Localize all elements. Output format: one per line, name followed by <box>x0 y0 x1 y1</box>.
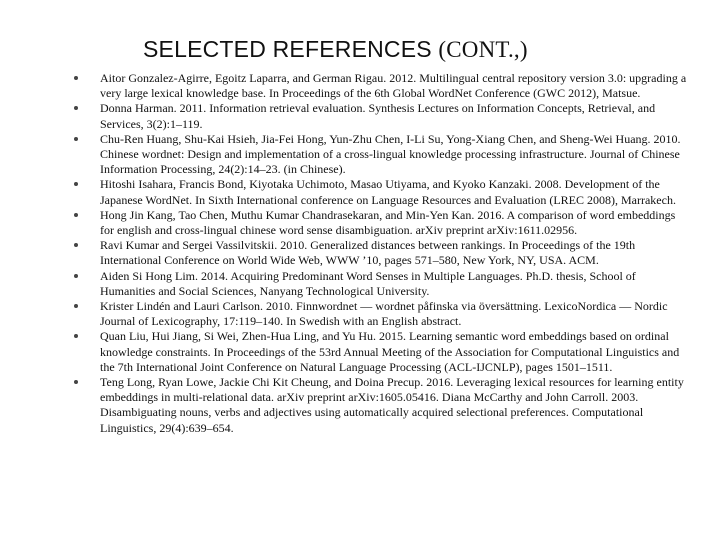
bullet-icon <box>74 213 78 217</box>
reference-text: Donna Harman. 2011. Information retrieval evaluation. Synthesis Lectures on Information Concepts, Retrieval, and Services, 3(2):1–119. <box>100 101 656 131</box>
reference-item <box>70 132 690 178</box>
reference-item <box>70 269 690 299</box>
reference-item <box>70 71 690 101</box>
bullet-icon <box>74 304 78 308</box>
reference-text: Quan Liu, Hui Jiang, Si Wei, Zhen-Hua Ling, and Yu Hu. 2015. Learning semantic word embeddings based on ordinal knowledge constraints. In Proceedings of the 53rd Annual Meeting of the Association for Computational Linguistics and the 7th International Joint Conference on Natural Language Processing (ACL-IJCNLP), pages 1501–1511. <box>100 329 680 374</box>
page-title <box>143 36 703 63</box>
reference-text: Krister Lindén and Lauri Carlson. 2010. Finnwordnet — wordnet påfinska via översättning. LexicoNordica — Nordic Journal of Lexicography, 17:119–140. In Swedish with an English abstract. <box>100 299 668 329</box>
bullet-icon <box>74 274 78 278</box>
reference-text: Hitoshi Isahara, Francis Bond, Kiyotaka Uchimoto, Masao Utiyama, and Kyoko Kanzaki. 2008. Development of the Japanese WordNet. In Sixth International conference on Language Resources and Evaluation (LREC 2008), Marrakech. <box>100 177 676 207</box>
reference-text: Aitor Gonzalez-Agirre, Egoitz Laparra, and German Rigau. 2012. Multilingual central repository version 3.0: upgrading a very large lexical knowledge base. In Proceedings of the 6th Global WordNet Conference (GWC 2012), Matsue. <box>100 71 687 101</box>
reference-item <box>70 101 690 131</box>
reference-item <box>70 329 690 375</box>
reference-item <box>70 177 690 207</box>
reference-text: Chu-Ren Huang, Shu-Kai Hsieh, Jia-Fei Hong, Yun-Zhu Chen, I-Li Su, Yong-Xiang Chen, and Sheng-Wei Huang. 2010. Chinese wordnet: Design and implementation of a cross-lingual knowledge processing infrastructure. Journal of Chinese Information Processing, 24(2):14–23. (in Chinese). <box>100 131 681 177</box>
title-suffix: (CONT.,) <box>438 37 528 62</box>
reference-item <box>70 208 690 238</box>
bullet-icon <box>74 76 78 80</box>
title-main: SELECTED REFERENCES <box>143 36 439 62</box>
reference-list <box>70 71 690 436</box>
bullet-icon <box>74 106 78 110</box>
reference-item <box>70 375 690 436</box>
reference-item <box>70 299 690 329</box>
reference-text: Aiden Si Hong Lim. 2014. Acquiring Predominant Word Senses in Multiple Languages. Ph.D. thesis, School of Humanities and Social Sciences, Nanyang Technological University. <box>100 268 636 298</box>
bullet-icon <box>74 380 78 384</box>
reference-text: Teng Long, Ryan Lowe, Jackie Chi Kit Cheung, and Doina Precup. 2016. Leveraging lexical resources for learning entity embeddings in multi-relational data. arXiv preprint arXiv:1605.05416. Diana McCarthy and John Carroll. 2003. Disambiguating nouns, verbs and adjectives using automatically acquired selectional preferences. Computational Linguistics, 29(4):639–654. <box>100 375 684 435</box>
bullet-icon <box>74 182 78 186</box>
reference-item <box>70 238 690 268</box>
reference-text: Ravi Kumar and Sergei Vassilvitskii. 2010. Generalized distances between rankings. In Proceedings of the 19th International Conference on World Wide Web, WWW ’10, pages 571–580, New York, NY, USA. ACM. <box>100 238 636 268</box>
bullet-icon <box>74 334 78 338</box>
reference-text: Hong Jin Kang, Tao Chen, Muthu Kumar Chandrasekaran, and Min-Yen Kan. 2016. A comparison of word embeddings for english and cross-lingual chinese word sense disambiguation. arXiv preprint arXiv:1611.02956. <box>100 207 676 238</box>
bullet-icon <box>74 137 78 141</box>
bullet-icon <box>74 243 78 247</box>
